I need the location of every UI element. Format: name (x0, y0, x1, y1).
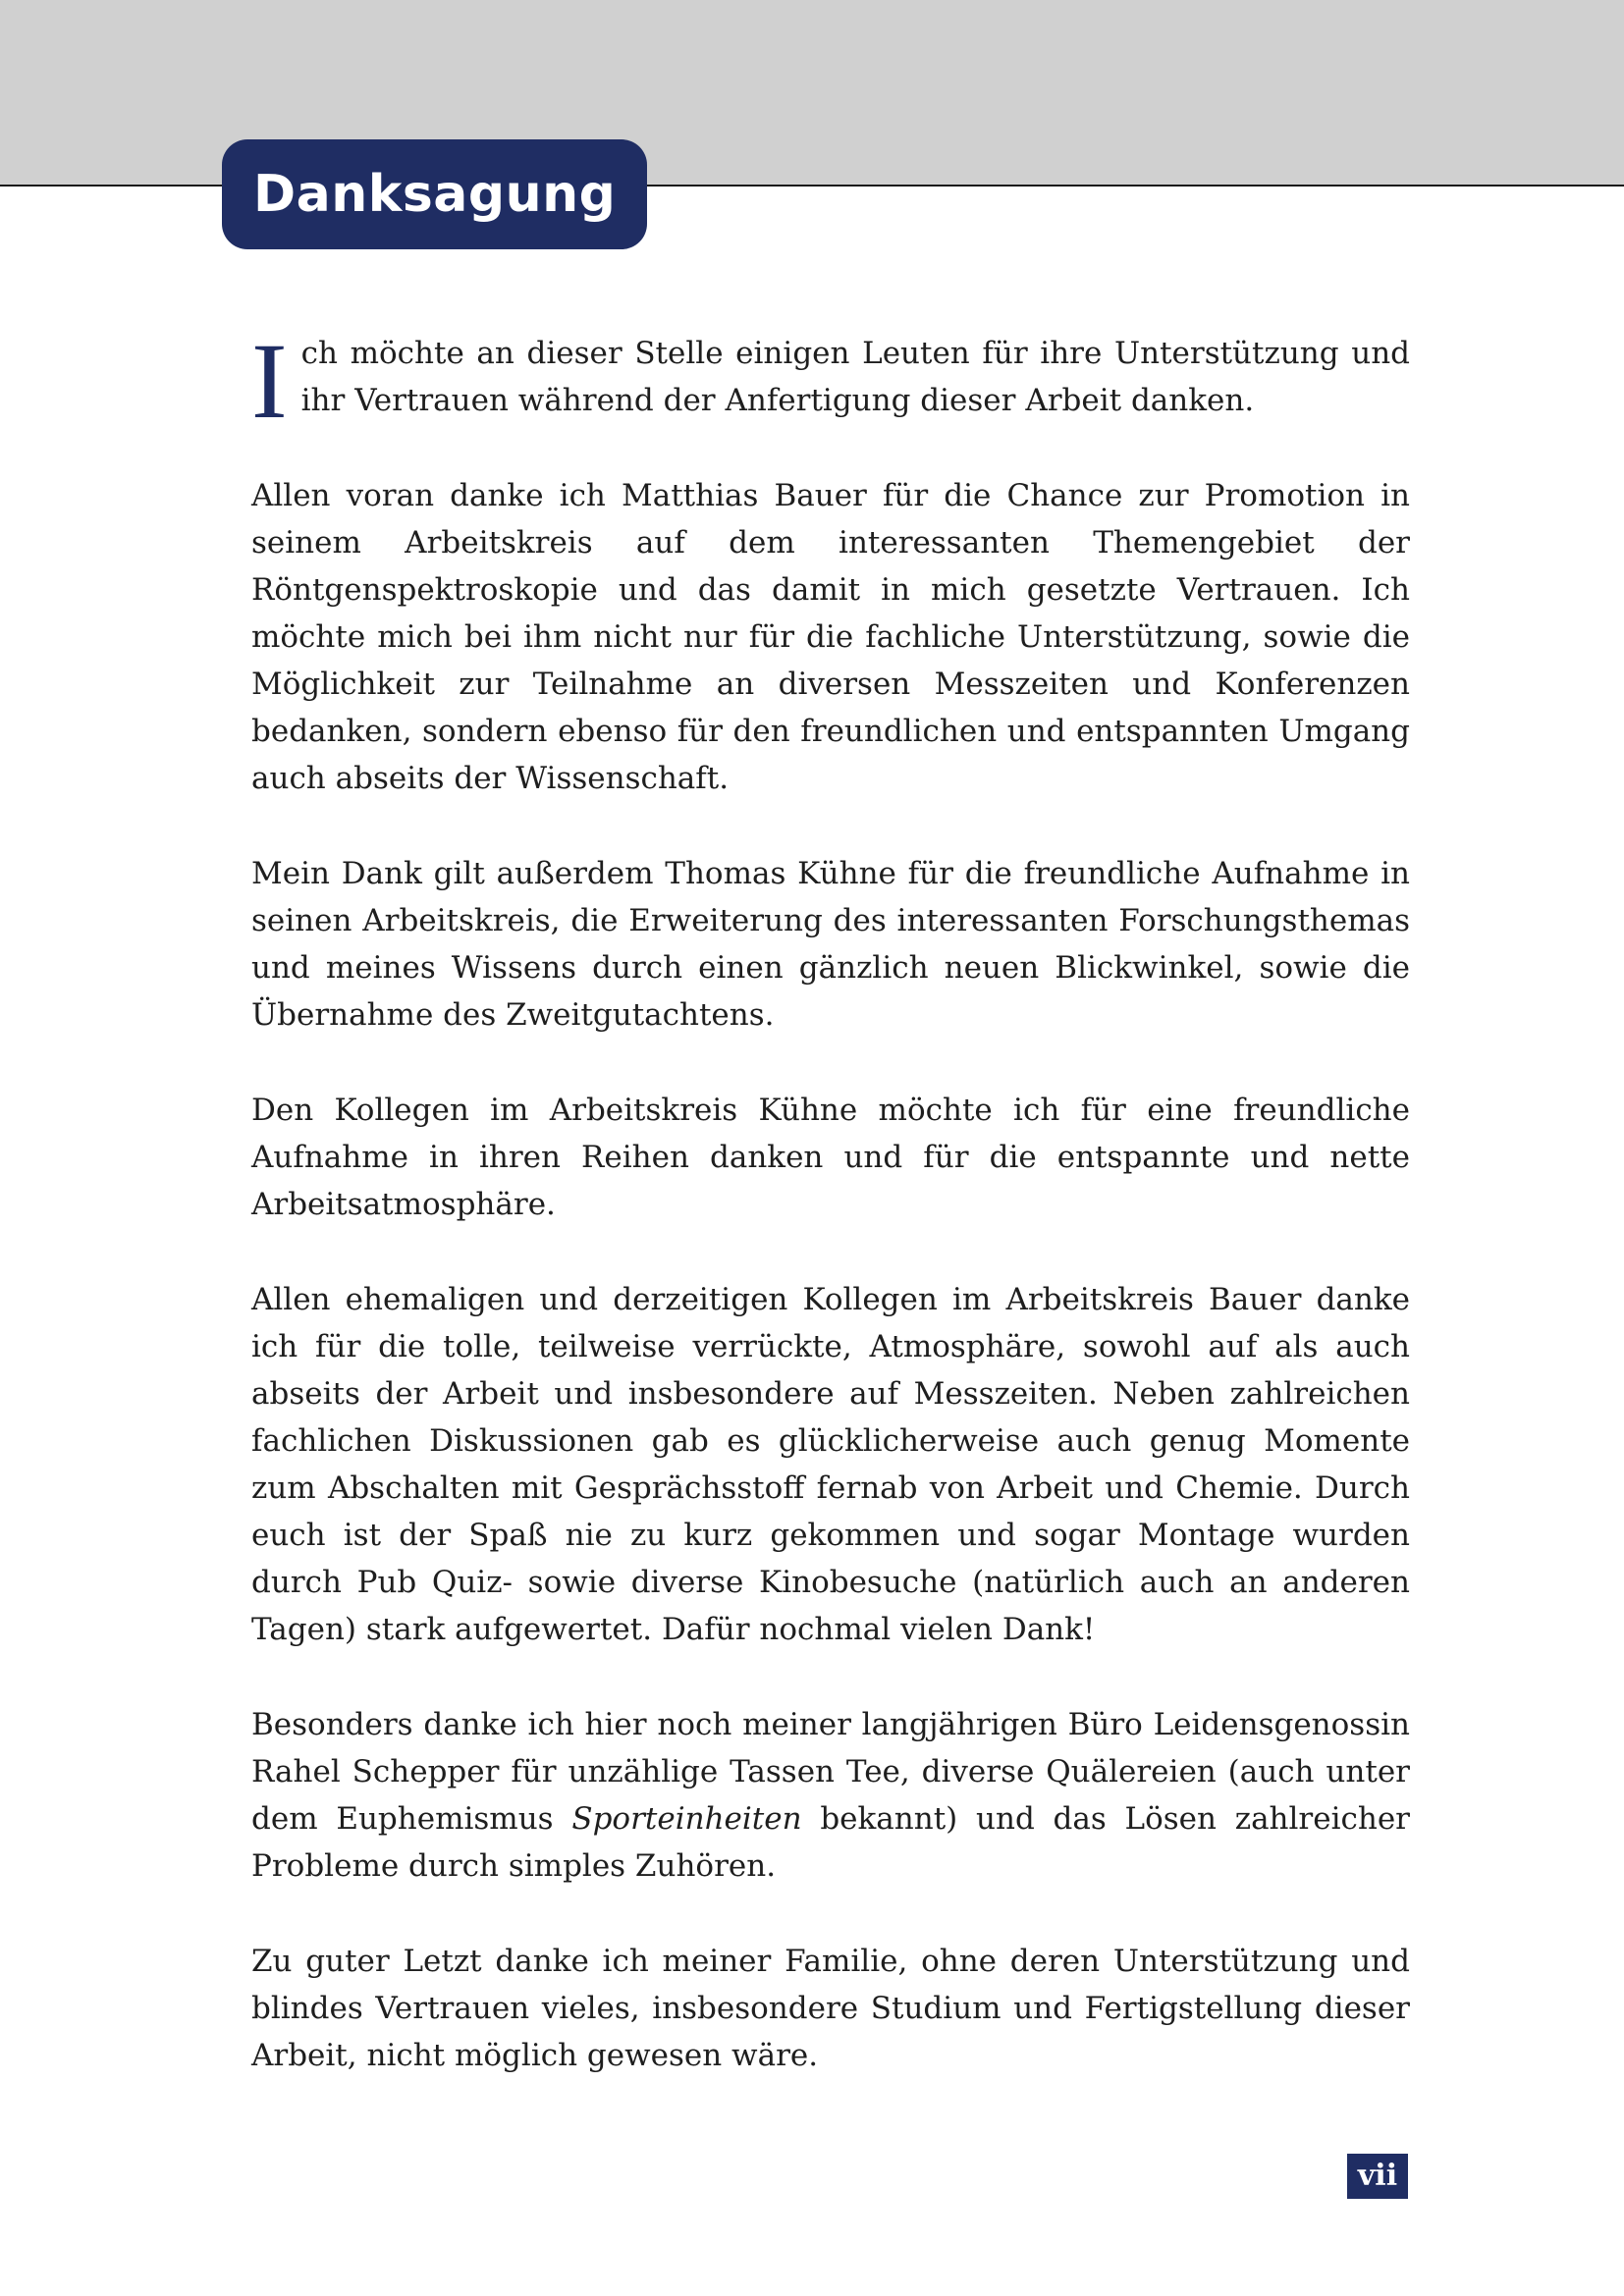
drop-cap: I (251, 321, 288, 441)
chapter-title: Danksagung (222, 139, 647, 249)
intro-paragraph (251, 321, 1410, 441)
acknowledgements-body (251, 321, 1410, 2127)
intro-text: ch möchte an dieser Stelle einigen Leuten für ihre Unterstützung und ihr Vertrauen während der Anfertigung dieser Arbeit danken. (300, 336, 1410, 418)
paragraph-family: Zu guter Letzt danke ich meiner Familie, ohne deren Unterstützung und blindes Vertrauen vieles, insbesondere Studium und Fertigstellung dieser Arbeit, nicht möglich gewesen wäre. (251, 1944, 1410, 2073)
emphasis-sporteinheiten: Sporteinheiten (571, 1801, 802, 1837)
paragraph-office-mate-part1: Besonders danke ich hier noch meiner langjährigen Büro Leidensgenossin Rahel Schepper für unzählige Tassen Tee, diverse Quälereien (auch unter dem Euphemismus (251, 1707, 1410, 1837)
paragraph-colleagues-bauer: Allen ehemaligen und derzeitigen Kollegen im Arbeitskreis Bauer danke ich für die tolle, teilweise verrückte, Atmosphäre, sowohl auf als auch abseits der Arbeit und insbesondere auf Messzeiten. Neben zahlreichen fachlichen Diskussionen gab es glücklicherweise auch genug Momente zum Abschalten mit Gesprächsstoff fernab von Arbeit und Chemie. Durch euch ist der Spaß nie zu kurz gekommen und sogar Montage wurden durch Pub Quiz- sowie diverse Kinobesuche (natürlich auch an anderen Tagen) stark aufgewertet. Dafür nochmal vielen Dank! (251, 1282, 1410, 1647)
paragraph-bauer: Allen voran danke ich Matthias Bauer für die Chance zur Promotion in seinem Arbeitskreis auf dem interessanten Themengebiet der Röntgenspektroskopie und das damit in mich gesetzte Vertrauen. Ich möchte mich bei ihm nicht nur für die fachliche Unterstützung, sowie die Möglichkeit zur Teilnahme an diversen Messzeiten und Konferenzen bedanken, sondern ebenso für den freundlichen und entspannten Umgang auch abseits der Wissenschaft. (251, 478, 1410, 796)
paragraph-kuehne: Mein Dank gilt außerdem Thomas Kühne für die freundliche Aufnahme in seinen Arbeitskreis, die Erweiterung des interessanten Forschungsthemas und meines Wissens durch einen gänzlich neuen Blickwinkel, sowie die Übernahme des Zweitgutachtens. (251, 856, 1410, 1033)
paragraph-office-mate (251, 1701, 1410, 1890)
paragraph-colleagues-kuehne: Den Kollegen im Arbeitskreis Kühne möchte ich für eine freundliche Aufnahme in ihren Reihen danken und für die entspannte und nette Arbeitsatmosphäre. (251, 1093, 1410, 1222)
page-number: vii (1347, 2154, 1408, 2199)
paragraph-office-mate-part2: bekannt) und das Lösen zahlreicher Probleme durch simples Zuhören. (251, 1801, 1410, 1884)
